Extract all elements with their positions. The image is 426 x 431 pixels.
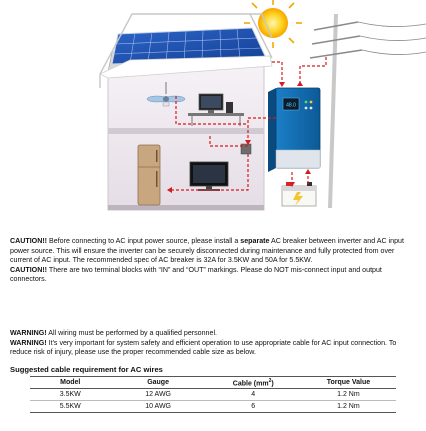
warning-label: WARNING! (10, 338, 47, 347)
caution-text: There are two terminal blocks with “IN” and “OUT” markings. Please do NOT mis-connect input and output connectors. (10, 265, 382, 284)
table-row (30, 389, 396, 401)
cell-gauge: 12 AWG (111, 389, 206, 401)
caution-paragraph-1 (10, 237, 418, 266)
cable-requirement-table (30, 376, 396, 413)
header-torque: Torque Value (301, 377, 396, 389)
header-cable (206, 377, 301, 389)
caution-text-part-1: Before connecting to AC input power source, please install a (47, 237, 241, 245)
cell-cable: 6 (206, 401, 301, 413)
utility-pole-icon (310, 14, 426, 208)
cell-torque: 1.2 Nm (301, 401, 396, 413)
cell-model: 5.5KW (30, 401, 111, 413)
warning-text: All wiring must be performed by a qualified personnel. (46, 329, 217, 337)
warning-label: WARNING! (10, 329, 47, 337)
warning-paragraph-2 (10, 339, 418, 358)
inverter-display: 48.0 (286, 102, 296, 109)
header-gauge: Gauge (111, 377, 206, 389)
caution-label: CAUTION!! (10, 265, 48, 274)
table-header-row (30, 377, 396, 389)
warning-section (10, 329, 418, 358)
header-model: Model (30, 377, 111, 389)
header-cable-text: Cable (mm (232, 380, 269, 388)
refrigerator-icon (138, 145, 160, 205)
house (100, 56, 272, 210)
cell-torque: 1.2 Nm (301, 389, 396, 401)
cell-gauge: 10 AWG (111, 401, 206, 413)
caution-emphasis: separate (240, 237, 270, 245)
caution-section (10, 237, 418, 285)
cable-table-title: Suggested cable requirement for AC wires (10, 365, 163, 374)
cell-cable: 4 (206, 389, 301, 401)
cell-model: 3.5KW (30, 389, 111, 401)
table-row (30, 401, 396, 413)
header-cable-close: ) (271, 380, 274, 388)
battery-icon (282, 182, 316, 206)
caution-paragraph-2 (10, 266, 418, 285)
caution-label: CAUTION!! (10, 237, 48, 245)
header-cable-superscript: 2 (268, 377, 272, 384)
caution-text-part-2: AC breaker between inverter and AC input power source. This will ensure the inverter can be securely disconnected during maintenance and fully protected from over current of AC input. The recommended spec of AC breaker is 32A for 3.5KW and 50A for 5.5KW. (10, 237, 404, 265)
warning-paragraph-1 (10, 329, 418, 339)
warning-text: It's very important for system safety and efficient operation to use appropriate cable for AC input connection. To reduce risk of injury, please use the proper recommended cable size as below. (10, 338, 397, 357)
inverter-icon (268, 88, 320, 172)
